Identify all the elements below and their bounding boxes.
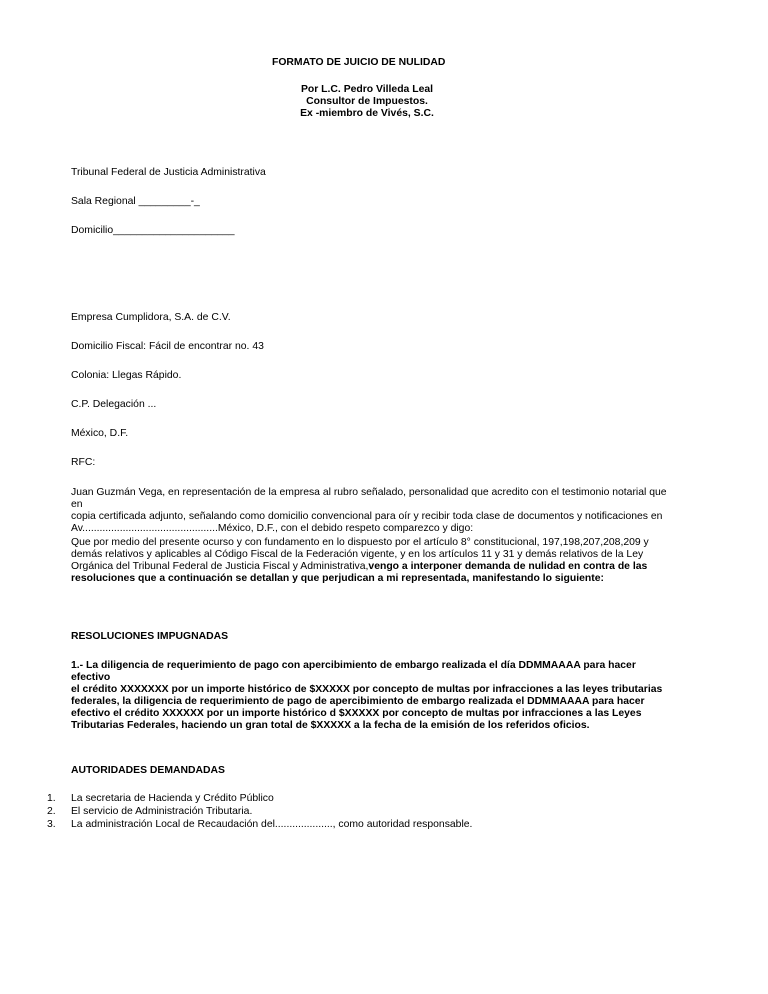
company-colonia: Colonia: Llegas Rápido. <box>71 370 182 381</box>
company-cp: C.P. Delegación ... <box>71 399 157 410</box>
resoluciones-heading: RESOLUCIONES IMPUGNADAS <box>71 631 229 642</box>
addressee-domicilio: Domicilio_____________________ <box>71 225 235 236</box>
demand-line: resoluciones que a continuación se detallan y que perjudican a mi representada, manifestando lo siguiente: <box>71 573 604 584</box>
tribunal-name: Tribunal Federal de Justicia Administrativa <box>71 167 266 178</box>
resolucion-line: Tributarias Federales, haciendo un gran total de $XXXXX a la fecha de la emisión de los referidos oficios. <box>71 720 590 731</box>
resolucion-line: el crédito XXXXXXX por un importe histórico de $XXXXX por concepto de multas por infracciones a las leyes tributarias <box>71 684 663 695</box>
resoluciones-paragraph <box>71 660 671 732</box>
list-item-number: 3. <box>47 819 56 830</box>
intro-paragraph <box>71 487 671 535</box>
demand-paragraph <box>71 537 671 585</box>
company-rfc: RFC: <box>71 457 96 468</box>
autoridades-heading: AUTORIDADES DEMANDADAS <box>71 765 225 776</box>
demand-line: Que por medio del presente ocurso y con fundamento en lo dispuesto por el artículo 8° constitucional, 197,198,207,208,209 y <box>71 537 649 548</box>
resolucion-line: federales, la diligencia de requerimiento de pago de apercibimiento de embargo realizada el DDMMAAAA para hacer <box>71 696 645 707</box>
list-item-number: 2. <box>47 806 56 817</box>
demand-line <box>71 561 671 573</box>
author-block <box>262 84 472 120</box>
document-title: FORMATO DE JUICIO DE NULIDAD <box>272 57 446 68</box>
company-name: Empresa Cumplidora, S.A. de C.V. <box>71 312 231 323</box>
demand-line-normal: Orgánica del Tribunal Federal de Justicia Fiscal y Administrativa, <box>71 561 369 572</box>
list-item: La secretaria de Hacienda y Crédito Público <box>71 793 274 804</box>
author-affiliation: Ex -miembro de Vivés, S.C. <box>300 108 434 119</box>
sala-regional: Sala Regional _________-_ <box>71 196 200 207</box>
resolucion-line: 1.- La diligencia de requerimiento de pago con apercibimiento de embargo realizada el día DDMMAAAA para hacer efectivo <box>71 660 636 683</box>
list-item: La administración Local de Recaudación del...................., como autoridad responsable. <box>71 819 473 830</box>
demand-line: demás relativos y aplicables al Código Fiscal de la Federación vigente, y en los artículos 11 y 31 y demás relativos de la Ley <box>71 549 644 560</box>
resolucion-line: efectivo el crédito XXXXXX por un importe histórico d $XXXXX por concepto de multas por infracciones a las Leyes <box>71 708 642 719</box>
list-item: El servicio de Administración Tributaria. <box>71 806 253 817</box>
demand-line-bold: vengo a interponer demanda de nulidad en contra de las <box>368 561 648 572</box>
intro-line: Juan Guzmán Vega, en representación de la empresa al rubro señalado, personalidad que acredito con el testimonio notarial que en <box>71 487 667 510</box>
intro-line: Av...............................................México, D.F., con el debido respeto comparezco y digo: <box>71 523 474 534</box>
intro-line: copia certificada adjunto, señalando como domicilio convencional para oír y recibir toda clase de documentos y notificaciones en <box>71 511 663 522</box>
author-name: Por L.C. Pedro Villeda Leal <box>300 84 434 95</box>
company-city: México, D.F. <box>71 428 129 439</box>
list-item-number: 1. <box>47 793 56 804</box>
company-domicilio-fiscal: Domicilio Fiscal: Fácil de encontrar no. 43 <box>71 341 264 352</box>
author-role: Consultor de Impuestos. <box>306 96 428 107</box>
